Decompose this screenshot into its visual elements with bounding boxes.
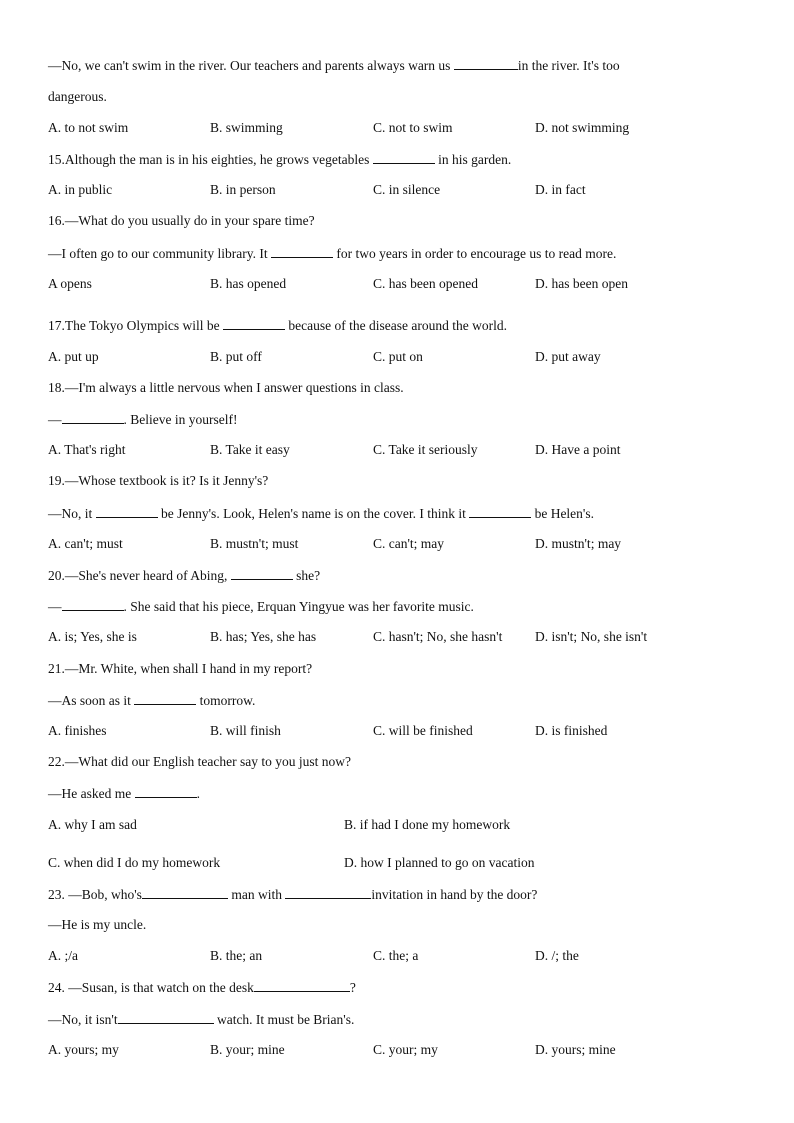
option-b: B. in person: [210, 182, 276, 197]
option-d: D. has been open: [535, 276, 628, 291]
answer-blank: [142, 885, 228, 899]
option-b: B. put off: [210, 349, 262, 364]
q17-question: 17.The Tokyo Olympics will be because of the disease around the world.: [48, 318, 507, 333]
option-d: D. is finished: [535, 723, 608, 738]
q24-question: 24. —Susan, is that watch on the desk ?: [48, 980, 356, 995]
answer-blank: [373, 150, 435, 164]
option-a: A. can't; must: [48, 536, 123, 551]
option-c: C. not to swim: [373, 120, 453, 135]
answer-blank: [135, 784, 197, 798]
option-b: B. has; Yes, she has: [210, 629, 317, 644]
option-b: B. swimming: [210, 120, 283, 135]
answer-blank: [271, 244, 333, 258]
option-c: C. Take it seriously: [373, 442, 478, 457]
option-b: B. has opened: [210, 276, 287, 291]
option-b: B. will finish: [210, 723, 281, 738]
q22-question: 22.—What did our English teacher say to you just now?: [48, 754, 351, 769]
option-d: D. how I planned to go on vacation: [344, 855, 535, 870]
option-a: A. yours; my: [48, 1042, 119, 1057]
option-d: D. yours; mine: [535, 1042, 616, 1057]
option-c: C. in silence: [373, 182, 441, 197]
option-a: A. put up: [48, 349, 99, 364]
q14-line-2: dangerous.: [48, 89, 107, 104]
q16-response: —I often go to our community library. It for two years in order to encourage us to read more.: [48, 246, 617, 261]
answer-blank: [454, 56, 518, 70]
option-b: B. your; mine: [210, 1042, 285, 1057]
option-a: A. is; Yes, she is: [48, 629, 137, 644]
option-c: C. the; a: [373, 948, 419, 963]
q15-question: 15.Although the man is in his eighties, he grows vegetables in his garden.: [48, 152, 512, 167]
option-d: D. mustn't; may: [535, 536, 622, 551]
option-d: D. Have a point: [535, 442, 621, 457]
q16-question: 16.—What do you usually do in your spare time?: [48, 213, 315, 228]
option-a: A opens: [48, 276, 92, 291]
answer-blank: [285, 885, 371, 899]
answer-blank: [62, 597, 124, 611]
option-a: A. That's right: [48, 442, 126, 457]
q20-response: — . She said that his piece, Erquan Yingyue was her favorite music.: [48, 599, 474, 614]
q14-line: —No, we can't swim in the river. Our teachers and parents always warn us in the river. It's too: [48, 58, 620, 73]
answer-blank: [223, 316, 285, 330]
option-b: B. the; an: [210, 948, 263, 963]
q18-response: — . Believe in yourself!: [48, 412, 238, 427]
option-d: D. isn't; No, she isn't: [535, 629, 648, 644]
q21-question: 21.—Mr. White, when shall I hand in my report?: [48, 661, 313, 676]
q19-response: —No, it be Jenny's. Look, Helen's name is on the cover. I think it be Helen's.: [48, 506, 594, 521]
option-c: C. has been opened: [373, 276, 478, 291]
option-a: A. why I am sad: [48, 817, 137, 832]
q23-question: 23. —Bob, who's man with invitation in hand by the door?: [48, 887, 538, 902]
option-a: A. finishes: [48, 723, 107, 738]
option-c: C. your; my: [373, 1042, 438, 1057]
option-c: C. put on: [373, 349, 423, 364]
option-d: D. not swimming: [535, 120, 630, 135]
q21-response: —As soon as it tomorrow.: [48, 693, 256, 708]
q18-question: 18.—I'm always a little nervous when I answer questions in class.: [48, 380, 404, 395]
option-d: D. put away: [535, 349, 601, 364]
option-b: B. if had I done my homework: [344, 817, 511, 832]
answer-blank: [231, 566, 293, 580]
q24-response: —No, it isn't watch. It must be Brian's.: [48, 1012, 355, 1027]
answer-blank: [254, 978, 350, 992]
option-b: B. Take it easy: [210, 442, 290, 457]
q19-question: 19.—Whose textbook is it? Is it Jenny's?: [48, 473, 269, 488]
option-c: C. can't; may: [373, 536, 445, 551]
answer-blank: [118, 1010, 214, 1024]
answer-blank: [62, 410, 124, 424]
answer-blank: [134, 691, 196, 705]
option-c: C. when did I do my homework: [48, 855, 221, 870]
q23-response: —He is my uncle.: [48, 917, 147, 932]
answer-blank: [469, 504, 531, 518]
option-b: B. mustn't; must: [210, 536, 299, 551]
option-c: C. will be finished: [373, 723, 473, 738]
option-d: D. in fact: [535, 182, 586, 197]
option-a: A. to not swim: [48, 120, 129, 135]
answer-blank: [96, 504, 158, 518]
q20-question: 20.—She's never heard of Abing, she?: [48, 568, 321, 583]
option-d: D. /; the: [535, 948, 579, 963]
option-a: A. in public: [48, 182, 113, 197]
option-c: C. hasn't; No, she hasn't: [373, 629, 503, 644]
q22-response: —He asked me .: [48, 786, 200, 801]
option-a: A. ;/a: [48, 948, 78, 963]
